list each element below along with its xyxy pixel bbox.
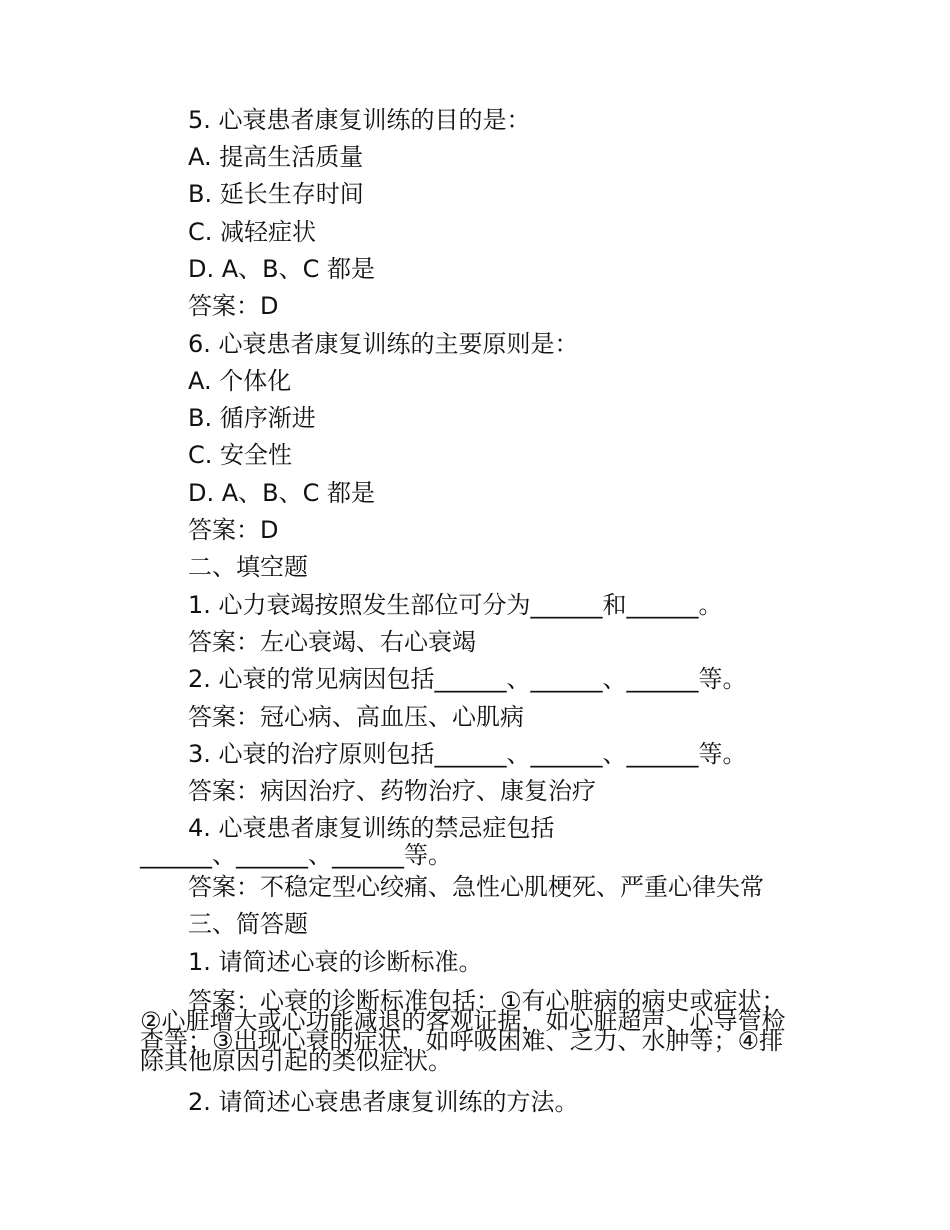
fill-answer-2: 答案：冠心病、高血压、心肌病 [188,703,524,731]
short-answer-1-line-1: 答案：心衰的诊断标准包括：①有心脏病的病史或症状； [188,987,786,1015]
q6-answer: 答案：D [188,516,279,544]
q6-option-b: B. 循序渐进 [188,404,316,432]
fill-question-1: 1. 心力衰竭按照发生部位可分为______和______。 [188,591,723,619]
question-5: 5. 心衰患者康复训练的目的是： [188,106,531,134]
short-question-2: 2. 请简述心衰患者康复训练的方法。 [188,1088,579,1116]
fill-question-4-blanks: ______、______、______等。 [140,841,452,869]
q5-option-d: D. A、B、C 都是 [188,255,376,283]
q6-option-c: C. 安全性 [188,441,293,469]
section-short-answer-heading: 三、简答题 [188,910,308,938]
fill-answer-4: 答案：不稳定型心绞痛、急性心肌梗死、严重心律失常 [188,873,764,901]
q5-option-a: A. 提高生活质量 [188,143,364,171]
q5-option-b: B. 延长生存时间 [188,180,364,208]
fill-answer-1: 答案：左心衰竭、右心衰竭 [188,628,476,656]
fill-question-3: 3. 心衰的治疗原则包括______、______、______等。 [188,740,747,768]
fill-question-2: 2. 心衰的常见病因包括______、______、______等。 [188,665,747,693]
q6-option-a: A. 个体化 [188,367,292,395]
q5-option-c: C. 减轻症状 [188,218,317,246]
section-fill-blank-heading: 二、填空题 [188,553,308,581]
fill-answer-3: 答案：病因治疗、药物治疗、康复治疗 [188,777,596,805]
short-answer-1-line-3: 查等；③出现心衰的症状，如呼吸困难、乏力、水肿等；④排 [140,1027,784,1055]
question-6: 6. 心衰患者康复训练的主要原则是： [188,330,579,358]
short-answer-1-line-4: 除其他原因引起的类似症状。 [140,1047,452,1075]
q5-answer: 答案：D [188,292,279,320]
fill-question-4: 4. 心衰患者康复训练的禁忌症包括 [188,814,555,842]
short-answer-1-line-2: ②心脏增大或心功能减退的客观证据，如心脏超声、心导管检 [140,1007,786,1035]
q6-option-d: D. A、B、C 都是 [188,479,376,507]
short-question-1: 1. 请简述心衰的诊断标准。 [188,948,483,976]
